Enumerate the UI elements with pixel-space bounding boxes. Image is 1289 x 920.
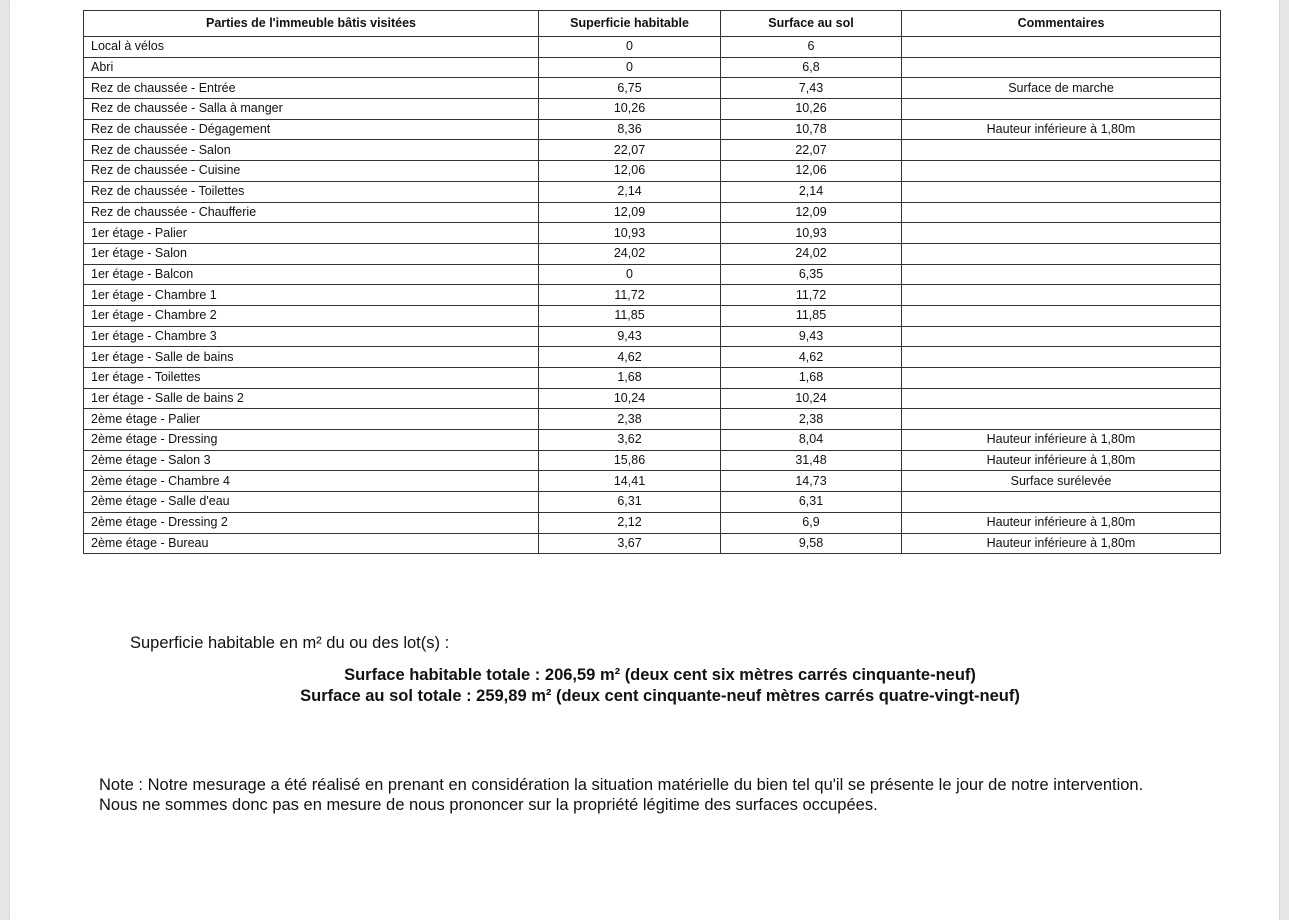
cell-surface-au-sol: 11,85 xyxy=(721,305,902,326)
cell-superficie-habitable: 0 xyxy=(539,264,721,285)
cell-partie: 1er étage - Palier xyxy=(84,223,539,244)
cell-partie: 1er étage - Toilettes xyxy=(84,368,539,389)
cell-superficie-habitable: 14,41 xyxy=(539,471,721,492)
cell-surface-au-sol: 2,14 xyxy=(721,181,902,202)
cell-commentaire xyxy=(902,492,1221,513)
cell-commentaire xyxy=(902,409,1221,430)
document-page xyxy=(10,0,1279,920)
note xyxy=(99,775,1143,815)
cell-partie: 1er étage - Chambre 2 xyxy=(84,305,539,326)
cell-surface-au-sol: 31,48 xyxy=(721,450,902,471)
cell-commentaire xyxy=(902,37,1221,58)
table-row xyxy=(84,533,1221,554)
cell-surface-au-sol: 6,8 xyxy=(721,57,902,78)
cell-surface-au-sol: 6 xyxy=(721,37,902,58)
cell-commentaire: Hauteur inférieure à 1,80m xyxy=(902,430,1221,451)
cell-superficie-habitable: 6,31 xyxy=(539,492,721,513)
cell-surface-au-sol: 12,06 xyxy=(721,161,902,182)
cell-superficie-habitable: 11,85 xyxy=(539,305,721,326)
header-superficie-habitable: Superficie habitable xyxy=(539,11,721,37)
cell-partie: 1er étage - Salle de bains xyxy=(84,347,539,368)
cell-partie: Rez de chaussée - Entrée xyxy=(84,78,539,99)
cell-partie: 2ème étage - Chambre 4 xyxy=(84,471,539,492)
cell-commentaire xyxy=(902,57,1221,78)
cell-partie: 2ème étage - Dressing 2 xyxy=(84,512,539,533)
cell-superficie-habitable: 12,09 xyxy=(539,202,721,223)
cell-commentaire xyxy=(902,326,1221,347)
cell-superficie-habitable: 10,26 xyxy=(539,99,721,120)
table-row xyxy=(84,202,1221,223)
table-row xyxy=(84,99,1221,120)
table-row xyxy=(84,140,1221,161)
cell-superficie-habitable: 11,72 xyxy=(539,285,721,306)
cell-commentaire: Surface surélevée xyxy=(902,471,1221,492)
cell-surface-au-sol: 10,78 xyxy=(721,119,902,140)
cell-partie: 1er étage - Salon xyxy=(84,243,539,264)
cell-commentaire xyxy=(902,368,1221,389)
cell-partie: 2ème étage - Dressing xyxy=(84,430,539,451)
cell-surface-au-sol: 6,35 xyxy=(721,264,902,285)
cell-surface-au-sol: 11,72 xyxy=(721,285,902,306)
table-row xyxy=(84,264,1221,285)
table-row xyxy=(84,368,1221,389)
cell-partie: 1er étage - Salle de bains 2 xyxy=(84,388,539,409)
table-row xyxy=(84,430,1221,451)
cell-superficie-habitable: 0 xyxy=(539,57,721,78)
cell-partie: Rez de chaussée - Salon xyxy=(84,140,539,161)
summary-label: Superficie habitable en m² du ou des lot(s) : xyxy=(130,634,450,652)
table-row xyxy=(84,409,1221,430)
cell-commentaire xyxy=(902,264,1221,285)
cell-partie: Local à vélos xyxy=(84,37,539,58)
note-line-2: Nous ne sommes donc pas en mesure de nous prononcer sur la propriété légitime des surfaces occupées. xyxy=(99,796,878,814)
cell-surface-au-sol: 1,68 xyxy=(721,368,902,389)
table-header-row xyxy=(84,11,1221,37)
table-row xyxy=(84,388,1221,409)
table-row xyxy=(84,57,1221,78)
cell-superficie-habitable: 2,12 xyxy=(539,512,721,533)
table-row xyxy=(84,512,1221,533)
cell-partie: 2ème étage - Bureau xyxy=(84,533,539,554)
cell-partie: Rez de chaussée - Cuisine xyxy=(84,161,539,182)
table-row xyxy=(84,37,1221,58)
cell-commentaire xyxy=(902,243,1221,264)
cell-commentaire: Hauteur inférieure à 1,80m xyxy=(902,512,1221,533)
table-row xyxy=(84,471,1221,492)
cell-commentaire xyxy=(902,305,1221,326)
cell-surface-au-sol: 8,04 xyxy=(721,430,902,451)
cell-surface-au-sol: 2,38 xyxy=(721,409,902,430)
cell-commentaire xyxy=(902,388,1221,409)
table-row xyxy=(84,181,1221,202)
note-line-1: Note : Notre mesurage a été réalisé en prenant en considération la situation matérielle du bien tel qu'il se présente le jour de notre intervention. xyxy=(99,776,1144,794)
cell-superficie-habitable: 2,14 xyxy=(539,181,721,202)
cell-surface-au-sol: 10,24 xyxy=(721,388,902,409)
cell-commentaire xyxy=(902,347,1221,368)
cell-surface-au-sol: 4,62 xyxy=(721,347,902,368)
table-body xyxy=(84,37,1221,554)
cell-superficie-habitable: 9,43 xyxy=(539,326,721,347)
table-row xyxy=(84,285,1221,306)
cell-surface-au-sol: 22,07 xyxy=(721,140,902,161)
cell-partie: Rez de chaussée - Salla à manger xyxy=(84,99,539,120)
table-row xyxy=(84,223,1221,244)
cell-surface-au-sol: 9,43 xyxy=(721,326,902,347)
cell-commentaire xyxy=(902,161,1221,182)
table-row xyxy=(84,243,1221,264)
cell-superficie-habitable: 3,62 xyxy=(539,430,721,451)
total-habitable: Surface habitable totale : 206,59 m² (deux cent six mètres carrés cinquante-neuf) xyxy=(344,666,976,684)
table-row xyxy=(84,347,1221,368)
cell-partie: Rez de chaussée - Dégagement xyxy=(84,119,539,140)
table-row xyxy=(84,326,1221,347)
cell-superficie-habitable: 1,68 xyxy=(539,368,721,389)
cell-surface-au-sol: 10,26 xyxy=(721,99,902,120)
cell-surface-au-sol: 6,31 xyxy=(721,492,902,513)
cell-commentaire: Hauteur inférieure à 1,80m xyxy=(902,119,1221,140)
header-commentaires: Commentaires xyxy=(902,11,1221,37)
cell-superficie-habitable: 15,86 xyxy=(539,450,721,471)
cell-commentaire xyxy=(902,285,1221,306)
cell-superficie-habitable: 8,36 xyxy=(539,119,721,140)
cell-partie: Rez de chaussée - Chaufferie xyxy=(84,202,539,223)
cell-commentaire: Surface de marche xyxy=(902,78,1221,99)
cell-commentaire xyxy=(902,223,1221,244)
cell-surface-au-sol: 9,58 xyxy=(721,533,902,554)
cell-partie: 2ème étage - Palier xyxy=(84,409,539,430)
table-row xyxy=(84,450,1221,471)
cell-superficie-habitable: 10,93 xyxy=(539,223,721,244)
cell-commentaire: Hauteur inférieure à 1,80m xyxy=(902,533,1221,554)
cell-surface-au-sol: 14,73 xyxy=(721,471,902,492)
table-row xyxy=(84,78,1221,99)
table-row xyxy=(84,119,1221,140)
cell-superficie-habitable: 3,67 xyxy=(539,533,721,554)
cell-surface-au-sol: 6,9 xyxy=(721,512,902,533)
cell-partie: Abri xyxy=(84,57,539,78)
cell-surface-au-sol: 24,02 xyxy=(721,243,902,264)
total-sol: Surface au sol totale : 259,89 m² (deux cent cinquante-neuf mètres carrés quatre-vingt-neuf) xyxy=(300,687,1020,705)
cell-partie: Rez de chaussée - Toilettes xyxy=(84,181,539,202)
cell-commentaire xyxy=(902,181,1221,202)
table-row xyxy=(84,305,1221,326)
cell-partie: 1er étage - Chambre 1 xyxy=(84,285,539,306)
cell-partie: 2ème étage - Salon 3 xyxy=(84,450,539,471)
table-row xyxy=(84,161,1221,182)
cell-superficie-habitable: 6,75 xyxy=(539,78,721,99)
cell-superficie-habitable: 22,07 xyxy=(539,140,721,161)
cell-superficie-habitable: 10,24 xyxy=(539,388,721,409)
cell-commentaire: Hauteur inférieure à 1,80m xyxy=(902,450,1221,471)
table-row xyxy=(84,492,1221,513)
cell-partie: 2ème étage - Salle d'eau xyxy=(84,492,539,513)
cell-commentaire xyxy=(902,99,1221,120)
cell-surface-au-sol: 7,43 xyxy=(721,78,902,99)
cell-superficie-habitable: 4,62 xyxy=(539,347,721,368)
cell-superficie-habitable: 24,02 xyxy=(539,243,721,264)
cell-partie: 1er étage - Chambre 3 xyxy=(84,326,539,347)
cell-commentaire xyxy=(902,202,1221,223)
cell-superficie-habitable: 0 xyxy=(539,37,721,58)
surface-table xyxy=(83,10,1221,554)
cell-superficie-habitable: 2,38 xyxy=(539,409,721,430)
header-parties: Parties de l'immeuble bâtis visitées xyxy=(84,11,539,37)
cell-surface-au-sol: 12,09 xyxy=(721,202,902,223)
header-surface-au-sol: Surface au sol xyxy=(721,11,902,37)
cell-surface-au-sol: 10,93 xyxy=(721,223,902,244)
cell-partie: 1er étage - Balcon xyxy=(84,264,539,285)
cell-superficie-habitable: 12,06 xyxy=(539,161,721,182)
cell-commentaire xyxy=(902,140,1221,161)
